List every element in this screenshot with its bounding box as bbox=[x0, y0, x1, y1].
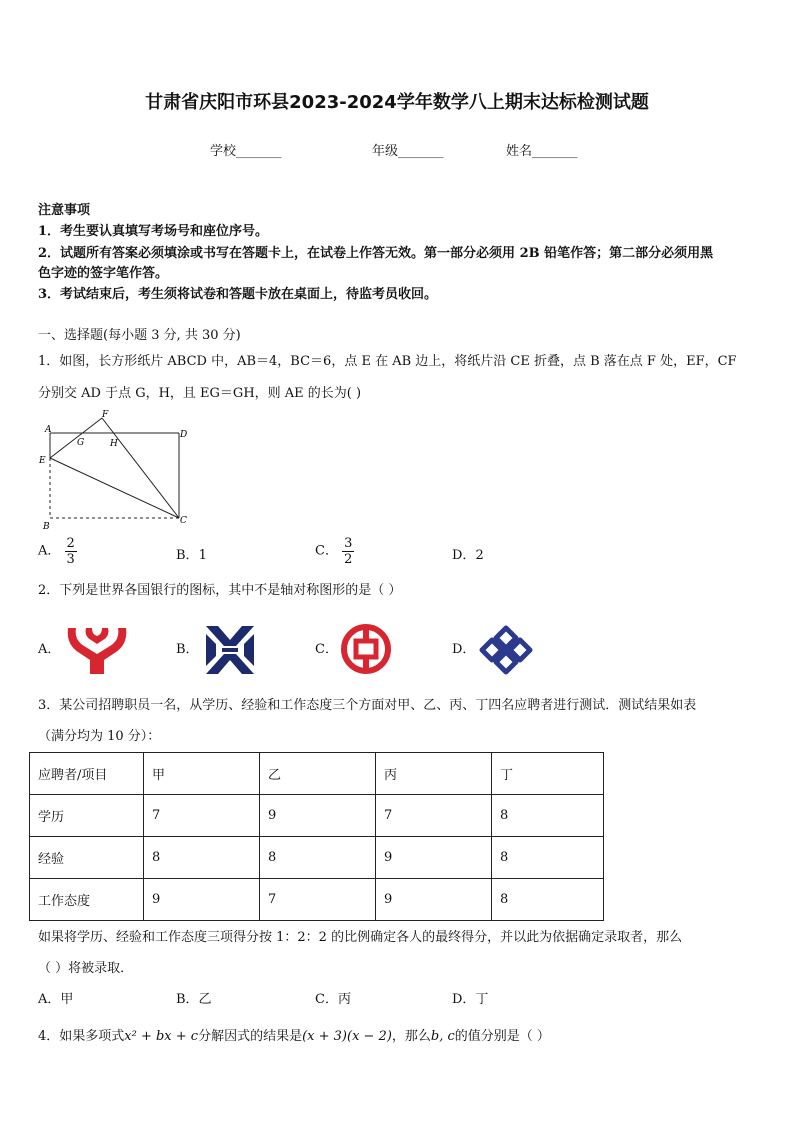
q4-mid: 分解因式的结果是 bbox=[198, 1029, 303, 1044]
denominator: 2 bbox=[344, 552, 353, 567]
q1-option-b[interactable] bbox=[176, 546, 207, 566]
q3-option-b[interactable]: B．乙 bbox=[176, 992, 212, 1007]
numerator: 2 bbox=[66, 536, 75, 551]
table-row bbox=[30, 879, 604, 921]
table-header-cell: 应聘者/项目 bbox=[30, 753, 144, 795]
table-cell: 7 bbox=[144, 795, 260, 837]
table-cell: 9 bbox=[144, 879, 260, 921]
table-cell: 8 bbox=[260, 837, 376, 879]
table-row bbox=[30, 795, 604, 837]
table-cell: 学历 bbox=[30, 795, 144, 837]
q3-score-table bbox=[29, 752, 604, 921]
q4-prefix: 4．如果多项式 bbox=[38, 1029, 125, 1044]
q1-stem-line2: 分别交 AD 于点 G，H，且 EG＝GH，则 AE 的长为( ) bbox=[38, 386, 362, 401]
fraction bbox=[65, 536, 77, 567]
q2-option-a-label: A． bbox=[38, 642, 61, 657]
table-cell: 工作态度 bbox=[30, 879, 144, 921]
label-f: F bbox=[102, 410, 109, 420]
denominator: 3 bbox=[66, 552, 75, 567]
q2-option-d-label: D． bbox=[452, 642, 476, 657]
q3-stem-line1: 3．某公司招聘职员一名，从学历、经验和工作态度三个方面对甲、乙、丙、丁四名应聘者进行测试．测试结果如表 bbox=[38, 698, 697, 713]
q4-polynomial: x² + bx + c bbox=[124, 1029, 199, 1044]
q1-stem-line1: 1．如图，长方形纸片 ABCD 中，AB＝4，BC＝6，点 E 在 AB 边上，将纸片沿 CE 折叠，点 B 落在点 F 处，EF，CF bbox=[38, 354, 737, 369]
notes-item: 2．试题所有答案必须填涂或书写在答题卡上，在试卷上作答无效。第一部分必须用 2B 铅笔作答；第二部分必须用黑 bbox=[38, 246, 714, 261]
table-cell: 经验 bbox=[30, 837, 144, 879]
label-h: H bbox=[110, 439, 118, 449]
q2-option-c-label: C． bbox=[315, 642, 338, 657]
option-text: 2 bbox=[475, 548, 484, 563]
table-header-cell: 甲 bbox=[144, 753, 260, 795]
table-header-row bbox=[30, 753, 604, 795]
q4-stem bbox=[38, 1027, 550, 1047]
label-e: E bbox=[39, 456, 46, 466]
grade-field[interactable] bbox=[372, 140, 444, 159]
q3-after-line1: 如果将学历、经验和工作态度三项得分按 1：2：2 的比例确定各人的最终得分，并以此为依据确定录取者，那么 bbox=[38, 930, 683, 945]
q3-option-c[interactable]: C．丙 bbox=[315, 992, 351, 1007]
option-text: 1 bbox=[198, 548, 207, 563]
table-cell: 8 bbox=[144, 837, 260, 879]
table-cell: 8 bbox=[492, 879, 604, 921]
section-heading: 一、选择题(每小题 3 分, 共 30 分) bbox=[38, 328, 241, 343]
q3-stem-line2: （满分均为 10 分）： bbox=[38, 729, 161, 744]
page-title: 甘肃省庆阳市环县2023-2024学年数学八上期末达标检测试题 bbox=[145, 92, 649, 113]
bank-logo-d-icon[interactable] bbox=[476, 622, 536, 678]
table-cell: 7 bbox=[260, 879, 376, 921]
q1-option-a[interactable] bbox=[38, 536, 77, 567]
table-cell: 9 bbox=[260, 795, 376, 837]
grade-label: 年级 bbox=[372, 144, 399, 159]
name-label: 姓名 bbox=[506, 144, 533, 159]
q3-option-d[interactable]: D．丁 bbox=[452, 992, 489, 1007]
table-cell: 9 bbox=[376, 879, 492, 921]
q1-option-c[interactable] bbox=[315, 536, 354, 567]
bank-logo-b-icon[interactable] bbox=[202, 622, 258, 678]
q1-figure bbox=[34, 408, 194, 532]
school-field[interactable] bbox=[210, 140, 282, 159]
label-d: D bbox=[180, 430, 188, 440]
option-letter: A． bbox=[38, 543, 61, 559]
fraction bbox=[342, 536, 354, 567]
table-header-cell: 乙 bbox=[260, 753, 376, 795]
table-cell: 8 bbox=[492, 837, 604, 879]
notes-item: 1．考生要认真填写考场号和座位序号。 bbox=[38, 224, 269, 239]
figure-line-ef bbox=[50, 418, 102, 458]
notes-heading: 注意事项 bbox=[38, 203, 91, 218]
label-g: G bbox=[77, 438, 85, 448]
school-label: 学校 bbox=[210, 144, 237, 159]
notes-item: 色字迹的签字笔作答。 bbox=[38, 266, 169, 281]
option-letter: D． bbox=[452, 548, 476, 563]
table-row bbox=[30, 837, 604, 879]
name-field[interactable] bbox=[506, 140, 578, 159]
figure-line-ec bbox=[50, 458, 179, 518]
bank-logo-c-icon[interactable] bbox=[339, 622, 393, 676]
q4-suffix: 的值分别是（ ） bbox=[454, 1029, 550, 1044]
table-header-cell: 丙 bbox=[376, 753, 492, 795]
label-b: B bbox=[43, 522, 50, 532]
q1-option-d[interactable] bbox=[452, 546, 484, 566]
q4-vars: b, c bbox=[430, 1029, 455, 1044]
q2-stem: 2．下列是世界各国银行的图标，其中不是轴对称图形的是（ ） bbox=[38, 583, 402, 598]
table-cell: 8 bbox=[492, 795, 604, 837]
q3-option-a[interactable]: A．甲 bbox=[38, 992, 74, 1007]
table-cell: 7 bbox=[376, 795, 492, 837]
notes-item: 3．考试结束后，考生须将试卷和答题卡放在桌面上，待监考员收回。 bbox=[38, 287, 438, 302]
q2-option-b-label: B． bbox=[176, 642, 199, 657]
q4-mid2: ，那么 bbox=[391, 1029, 431, 1044]
table-header-cell: 丁 bbox=[492, 753, 604, 795]
name-blank: _______ bbox=[532, 144, 578, 159]
table-cell: 9 bbox=[376, 837, 492, 879]
label-c: C bbox=[180, 516, 187, 526]
q3-after-line2: （ ）将被录取． bbox=[38, 961, 134, 976]
label-a: A bbox=[45, 425, 52, 435]
option-letter: B． bbox=[176, 548, 199, 563]
bank-logo-a-icon[interactable] bbox=[64, 622, 130, 680]
grade-blank: _______ bbox=[398, 144, 444, 159]
school-blank: _______ bbox=[236, 144, 282, 159]
q4-factored: (x + 3)(x − 2) bbox=[302, 1029, 392, 1044]
option-letter: C． bbox=[315, 543, 338, 559]
numerator: 3 bbox=[344, 536, 353, 551]
